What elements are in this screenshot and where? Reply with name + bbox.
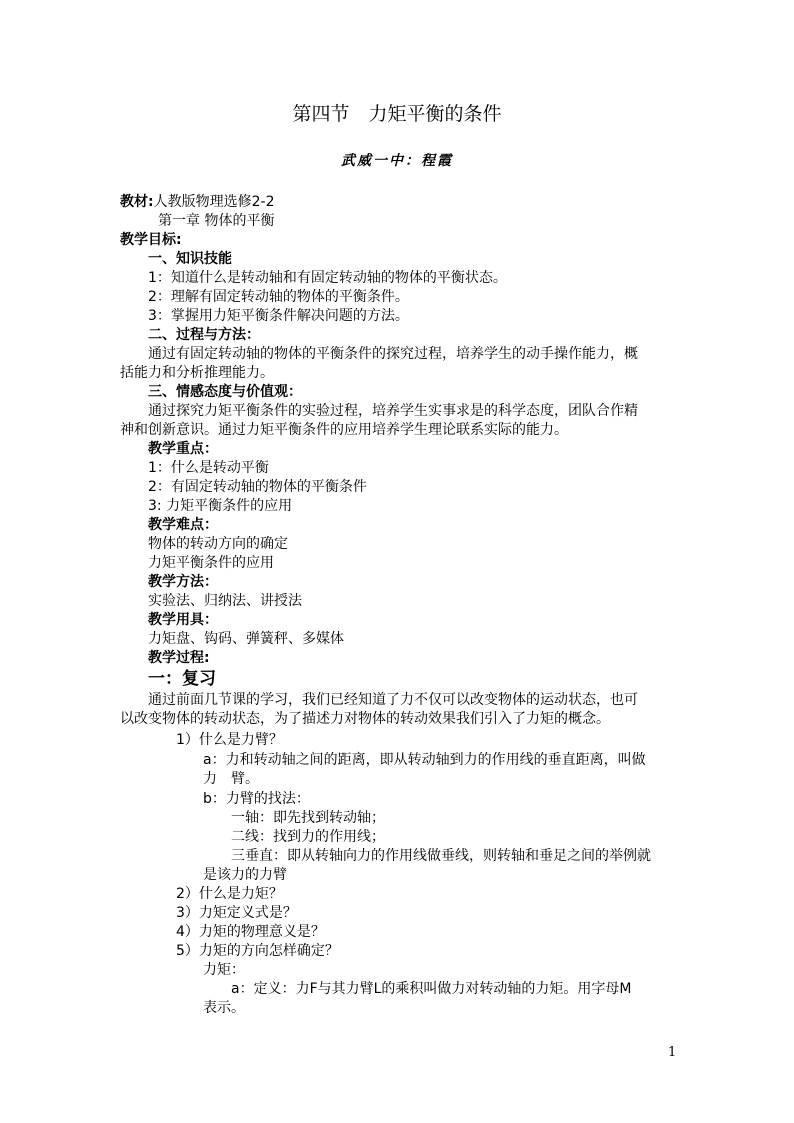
text-line: a：定义：力F与其力臂L的乘积叫做力对转动轴的力矩。用字母M [231, 981, 632, 997]
text-line: 神和创新意识。通过力矩平衡条件的应用培养学生理论联系实际的能力。 [120, 422, 568, 438]
text-line: a：力和转动轴之间的距离，即从转动轴到力的作用线的垂直距离，叫做 [203, 752, 646, 768]
text-line: 力矩盘、钩码、弹簧秤、多媒体 [148, 631, 344, 647]
section-heading-methods: 教学方法： [148, 574, 218, 590]
text-line: 2：理解有固定转动轴的物体的平衡条件。 [148, 289, 409, 305]
text-line: 力矩： [203, 962, 245, 978]
question-line: 5）力矩的方向怎样确定？ [176, 943, 339, 959]
section-heading-difficulties: 教学难点： [148, 517, 218, 533]
author-line: 武威一中：程霞 [341, 153, 453, 169]
text-line: 表示。 [203, 1000, 245, 1016]
text-line: 力 臂。 [203, 771, 259, 787]
textbook-value: 人教版物理选修2-2 [153, 194, 275, 210]
subheading-knowledge: 一、知识技能 [148, 251, 232, 267]
text-line: 括能力和分析推理能力。 [120, 365, 274, 381]
text-line: 三垂直：即从转轴向力的作用线做垂线，则转轴和垂足之间的举例就 [231, 848, 651, 864]
text-line: 物体的转动方向的确定 [148, 536, 288, 552]
question-line: 2）什么是力矩？ [176, 886, 283, 902]
text-line: 3: 力矩平衡条件的应用 [148, 498, 293, 514]
page-title: 第四节 力矩平衡的条件 [292, 103, 502, 125]
text-line: 通过有固定转动轴的物体的平衡条件的探究过程，培养学生的动手操作能力，概 [148, 346, 638, 362]
text-line: 以改变物体的转动状态，为了描述力对物体的转动效果我们引入了力矩的概念。 [120, 711, 610, 727]
subheading-attitude: 三、情感态度与价值观： [148, 384, 302, 400]
text-line: 1：什么是转动平衡 [148, 460, 269, 476]
question-line: 3）力矩定义式是？ [176, 905, 297, 921]
text-line: b：力臂的找法： [203, 791, 310, 807]
text-line: 通过探究力矩平衡条件的实验过程，培养学生实事求是的科学态度，团队合作精 [148, 403, 638, 419]
text-line: 2：有固定转动轴的物体的平衡条件 [148, 479, 367, 495]
text-line: 实验法、归纳法、讲授法 [148, 593, 302, 609]
question-line: 4）力矩的物理意义是？ [176, 924, 325, 940]
text-line: 一轴：即先找到转动轴； [231, 810, 385, 826]
page-number: 1 [668, 1045, 677, 1060]
text-line: 1：知道什么是转动轴和有固定转动轴的物体的平衡状态。 [148, 270, 507, 286]
textbook-line [120, 193, 274, 212]
chapter-line: 第一章 物体的平衡 [158, 213, 275, 229]
section-heading-objectives: 教学目标: [120, 232, 182, 248]
text-line: 二线：找到力的作用线； [231, 829, 385, 845]
text-line: 是该力的力臂 [203, 867, 287, 883]
text-line: 通过前面几节课的学习，我们已经知道了力不仅可以改变物体的运动状态，也可 [148, 692, 638, 708]
section-heading-key-points: 教学重点： [148, 441, 218, 457]
section-heading-tools: 教学用具： [148, 612, 218, 628]
text-line: 力矩平衡条件的应用 [148, 555, 274, 571]
subheading-process: 二、过程与方法： [148, 327, 260, 343]
textbook-label: 教材: [120, 194, 154, 210]
section-heading-process: 教学过程: [148, 650, 210, 666]
subheading-review: 一：复习 [148, 669, 216, 689]
question-line: 1）什么是力臂？ [176, 732, 283, 748]
text-line: 3：掌握用力矩平衡条件解决问题的方法。 [148, 308, 409, 324]
